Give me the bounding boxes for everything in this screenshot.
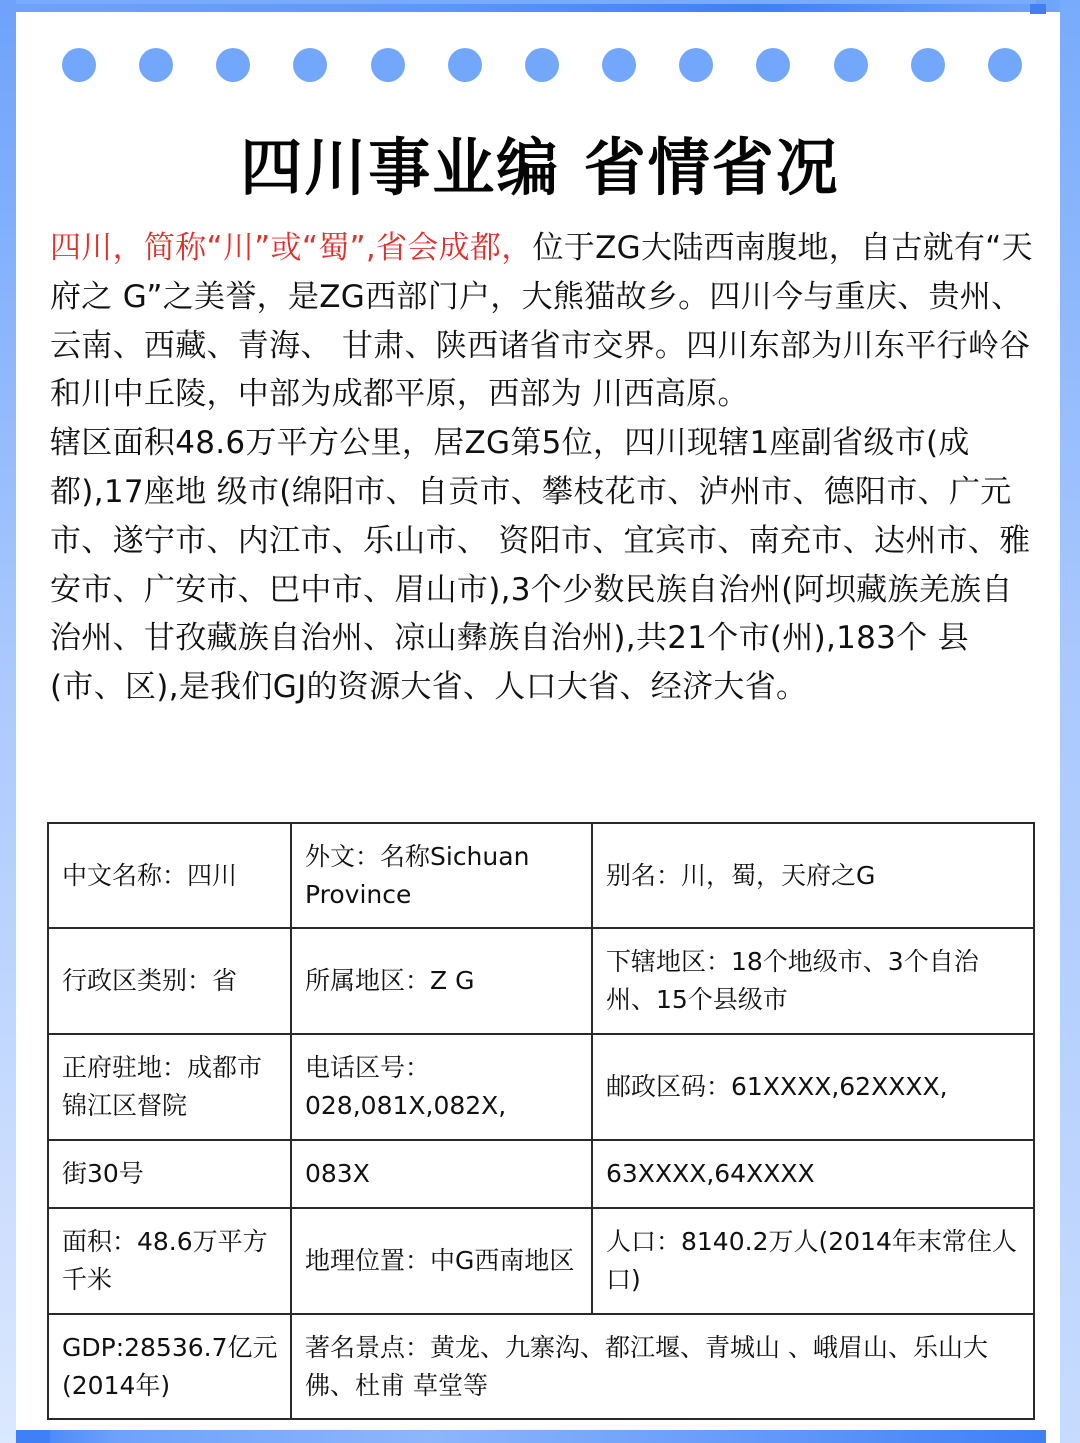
table-cell-chinese-name: 中文名称：四川: [48, 823, 291, 928]
circle-dot-icon: [834, 48, 868, 82]
circle-dot-icon: [371, 48, 405, 82]
table-cell-admin-type: 行政区类别：省: [48, 928, 291, 1034]
table-cell-area-code-cont: 083X: [291, 1140, 592, 1208]
page-title: 四川事业编 省情省况: [240, 131, 840, 204]
circle-dot-icon: [139, 48, 173, 82]
left-frame-border: [0, 0, 16, 1443]
table-cell-foreign-name: 外文：名称Sichuan Province: [291, 823, 592, 928]
table-cell-alias: 别名：川，蜀，天府之G: [592, 823, 1034, 928]
bottom-frame-cap: [16, 1430, 50, 1443]
table-cell-region: 所属地区：Z G: [291, 928, 592, 1034]
table-row: [48, 928, 1034, 1034]
circle-dot-icon: [525, 48, 559, 82]
circle-dot-icon: [988, 48, 1022, 82]
table-cell-postal-code: 邮政区码：61XXXX,62XXXX,: [592, 1034, 1034, 1140]
circle-dot-icon: [216, 48, 250, 82]
province-info-table: [47, 822, 1035, 1420]
frame-corner-tab: [1030, 4, 1046, 14]
table-row: [48, 1140, 1034, 1208]
table-row: [48, 1208, 1034, 1314]
table-row: [48, 1314, 1034, 1419]
bottom-frame-border: [16, 1430, 1046, 1443]
table-cell-gdp: GDP:28536.7亿元(2014年): [48, 1314, 291, 1419]
circle-dot-icon: [448, 48, 482, 82]
circle-dot-icon: [911, 48, 945, 82]
table-cell-government-seat-cont: 街30号: [48, 1140, 291, 1208]
table-cell-subdivisions: 下辖地区：18个地级市、3个自治 州、15个县级市: [592, 928, 1034, 1034]
right-frame-border: [1060, 0, 1080, 1443]
circle-dot-icon: [679, 48, 713, 82]
table-row: [48, 1034, 1034, 1140]
circle-dot-icon: [602, 48, 636, 82]
intro-highlight: 四川，简称“川”或“蜀”,省会成都，: [50, 230, 533, 266]
circle-dot-icon: [293, 48, 327, 82]
intro-paragraph-1: [50, 224, 1040, 419]
table-cell-area-code: 电话区号：028,081X,082X,: [291, 1034, 592, 1140]
table-cell-attractions: 著名景点：黄龙、九寨沟、都江堰、青城山 、峨眉山、乐山大佛、杜甫 草堂等: [291, 1314, 1034, 1419]
intro-paragraph-1-text: 位于ZG大陆西南腹地，自古就有“天府之 G”之美誉，是ZG西部门户，大熊猫故乡。四川今与重庆、贵州、云南、西藏、青海、 甘肃、陕西诸省市交界。四川东部为川东平行岭谷和川中丘陵，中部为成都平原，西部为 川西高原。: [50, 230, 1033, 413]
table-cell-postal-code-cont: 63XXXX,64XXXX: [592, 1140, 1034, 1208]
circle-dot-icon: [756, 48, 790, 82]
table-cell-land-area: 面积：48.6万平方千米: [48, 1208, 291, 1314]
top-frame-highlight: [16, 0, 1036, 4]
table-cell-population: 人口：8140.2万人(2014年末常住人口): [592, 1208, 1034, 1314]
table-row: [48, 823, 1034, 928]
intro-text: [50, 224, 1040, 712]
table-cell-location: 地理位置：中G西南地区: [291, 1208, 592, 1314]
intro-paragraph-2: 辖区面积48.6万平方公里，居ZG第5位，四川现辖1座副省级市(成都),17座地 级市(绵阳市、自贡市、攀枝花市、泸州市、德阳市、广元市、遂宁市、内江市、乐山市、 资阳市、宜宾市、南充市、达州市、雅安市、广安市、巴中市、眉山市),3个少数民族自治州(阿坝藏族羌族自治州、甘孜藏族自治州、凉山彝族自治州),共21个市(州),183个 县(市、区),是我们GJ的资源大省、人口大省、经济大省。: [50, 425, 1031, 706]
binder-dots-row: [62, 48, 1022, 84]
circle-dot-icon: [62, 48, 96, 82]
table-cell-government-seat: 正府驻地：成都市锦江区督院: [48, 1034, 291, 1140]
